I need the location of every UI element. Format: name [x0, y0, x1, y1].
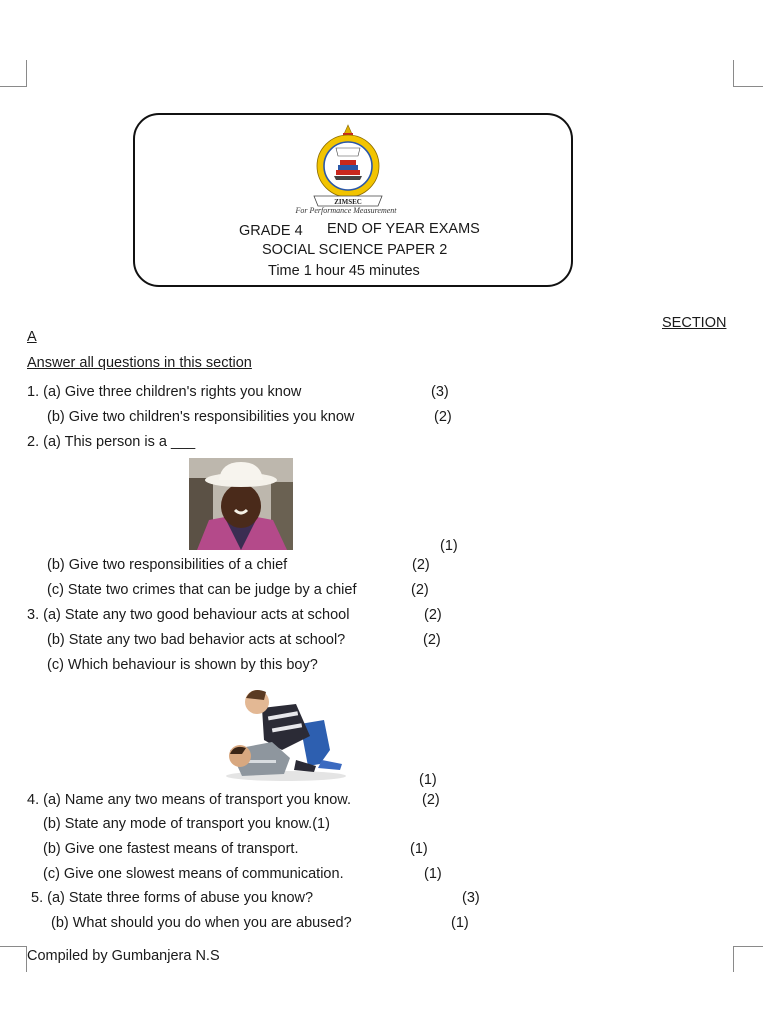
question-5a: 5. (a) State three forms of abuse you know?: [31, 890, 314, 906]
paper-title: SOCIAL SCIENCE PAPER 2: [262, 242, 448, 258]
marks-3a: (2): [424, 607, 442, 623]
marks-3b: (2): [423, 632, 441, 648]
crop-mark: [733, 86, 763, 87]
elderly-person-image: [189, 458, 293, 550]
logo-text: ZIMSEC: [334, 198, 362, 206]
grade-label: GRADE 4: [239, 223, 303, 239]
marks-3c: (1): [419, 772, 437, 788]
question-4b-fastest: (b) Give one fastest means of transport.: [43, 841, 299, 857]
chief-photo: [189, 458, 293, 550]
section-label: SECTION: [662, 315, 727, 331]
question-2b: (b) Give two responsibilities of a chief: [47, 557, 288, 573]
section-instruction: Answer all questions in this section: [27, 355, 252, 371]
marks-4b-fastest: (1): [410, 841, 428, 857]
question-1b: (b) Give two children's responsibilities you know: [47, 409, 355, 425]
marks-1b: (2): [434, 409, 452, 425]
marks-2a: (1): [440, 538, 458, 554]
marks-2b: (2): [412, 557, 430, 573]
marks-4a: (2): [422, 792, 440, 808]
marks-4c: (1): [424, 866, 442, 882]
marks-5a: (3): [462, 890, 480, 906]
marks-5b: (1): [451, 915, 469, 931]
question-3b: (b) State any two bad behavior acts at school?: [47, 632, 346, 648]
question-4c: (c) Give one slowest means of communication.: [43, 866, 344, 882]
exam-duration: Time 1 hour 45 minutes: [268, 263, 420, 279]
marks-2c: (2): [411, 582, 429, 598]
crop-mark: [0, 946, 27, 947]
crop-mark: [733, 946, 734, 972]
question-5b: (b) What should you do when you are abused?: [51, 915, 352, 931]
crop-mark: [26, 60, 27, 87]
question-4b-mode: (b) State any mode of transport you know.(1): [43, 816, 330, 832]
question-4a: 4. (a) Name any two means of transport you know.: [27, 792, 351, 808]
exam-title: END OF YEAR EXAMS: [327, 221, 480, 237]
question-3a: 3. (a) State any two good behaviour acts at school: [27, 607, 350, 623]
logo-tagline: For Performance Measurement: [295, 206, 397, 215]
section-letter: A: [27, 329, 37, 345]
fighting-boys-photo: [212, 680, 360, 785]
fighting-boys-image: [212, 680, 360, 785]
crop-mark: [733, 60, 734, 87]
question-3c: (c) Which behaviour is shown by this boy?: [47, 657, 318, 673]
question-2a: 2. (a) This person is a ___: [27, 434, 196, 450]
footer-compiled-by: Compiled by Gumbanjera N.S: [27, 948, 220, 964]
zimsec-logo: [308, 122, 388, 210]
crop-mark: [0, 86, 27, 87]
marks-1a: (3): [431, 384, 449, 400]
question-1a: 1. (a) Give three children's rights you know: [27, 384, 302, 400]
crop-mark: [733, 946, 763, 947]
question-2c: (c) State two crimes that can be judge by a chief: [47, 582, 357, 598]
